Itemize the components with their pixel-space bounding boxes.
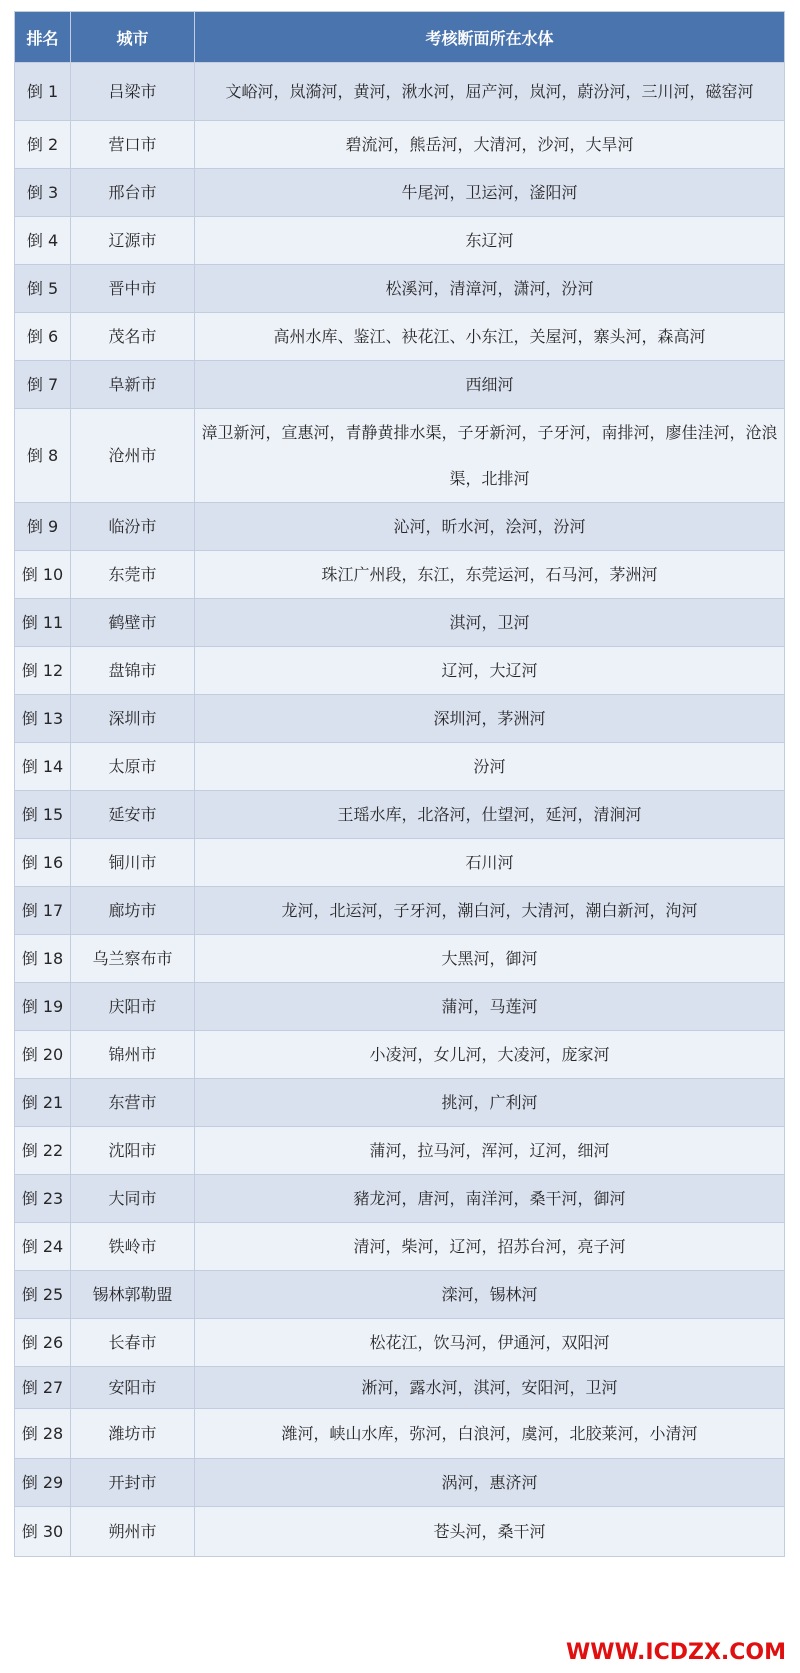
city-cell: 大同市	[71, 1175, 195, 1223]
city-cell: 沧州市	[71, 409, 195, 503]
city-cell: 邢台市	[71, 169, 195, 217]
city-cell: 太原市	[71, 743, 195, 791]
rank-cell: 倒 20	[15, 1031, 71, 1079]
city-cell: 朔州市	[71, 1507, 195, 1557]
city-cell: 辽源市	[71, 217, 195, 265]
table-row	[15, 839, 785, 887]
rank-cell: 倒 5	[15, 265, 71, 313]
table-row	[15, 121, 785, 169]
table-row	[15, 361, 785, 409]
rank-cell: 倒 7	[15, 361, 71, 409]
table-row	[15, 647, 785, 695]
header-city: 城市	[71, 12, 195, 63]
water-body-cell: 西细河	[195, 361, 785, 409]
city-cell: 营口市	[71, 121, 195, 169]
water-body-cell: 蒲河，拉马河，浑河，辽河，细河	[195, 1127, 785, 1175]
table-row	[15, 1031, 785, 1079]
city-cell: 东莞市	[71, 551, 195, 599]
rank-cell: 倒 21	[15, 1079, 71, 1127]
table-row	[15, 1459, 785, 1507]
table-row	[15, 695, 785, 743]
water-body-cell: 东辽河	[195, 217, 785, 265]
water-body-cell: 松溪河，清漳河，潇河，汾河	[195, 265, 785, 313]
table-row	[15, 503, 785, 551]
table-row	[15, 63, 785, 121]
rank-cell: 倒 3	[15, 169, 71, 217]
rank-cell: 倒 24	[15, 1223, 71, 1271]
water-body-cell: 王瑶水库，北洛河，仕望河，延河，清涧河	[195, 791, 785, 839]
water-body-cell: 小凌河，女儿河，大凌河，庞家河	[195, 1031, 785, 1079]
city-cell: 东营市	[71, 1079, 195, 1127]
table-header-row	[15, 12, 785, 63]
water-body-cell: 清河，柴河，辽河，招苏台河，亮子河	[195, 1223, 785, 1271]
table-row	[15, 1127, 785, 1175]
table-body	[15, 63, 785, 1557]
city-cell: 阜新市	[71, 361, 195, 409]
ranking-table	[14, 11, 785, 1557]
header-rank: 排名	[15, 12, 71, 63]
city-cell: 乌兰察布市	[71, 935, 195, 983]
rank-cell: 倒 16	[15, 839, 71, 887]
table-row	[15, 551, 785, 599]
table-row	[15, 935, 785, 983]
table-row	[15, 217, 785, 265]
table-row	[15, 1367, 785, 1409]
water-body-cell: 滦河，锡林河	[195, 1271, 785, 1319]
table-row	[15, 1175, 785, 1223]
rank-cell: 倒 10	[15, 551, 71, 599]
table-row	[15, 983, 785, 1031]
water-body-cell: 深圳河，茅洲河	[195, 695, 785, 743]
water-body-cell: 漳卫新河，宣惠河，青静黄排水渠，子牙新河，子牙河，南排河，廖佳洼河，沧浪渠，北排河	[195, 409, 785, 503]
table-row	[15, 743, 785, 791]
city-cell: 盘锦市	[71, 647, 195, 695]
water-body-cell: 淅河，露水河，淇河，安阳河，卫河	[195, 1367, 785, 1409]
table-row	[15, 169, 785, 217]
city-cell: 廊坊市	[71, 887, 195, 935]
table-row	[15, 791, 785, 839]
city-cell: 锦州市	[71, 1031, 195, 1079]
table-row	[15, 1409, 785, 1459]
water-body-cell: 松花江，饮马河，伊通河，双阳河	[195, 1319, 785, 1367]
city-cell: 锡林郭勒盟	[71, 1271, 195, 1319]
table-row	[15, 1319, 785, 1367]
rank-cell: 倒 2	[15, 121, 71, 169]
table-row	[15, 1079, 785, 1127]
city-cell: 延安市	[71, 791, 195, 839]
water-body-cell: 石川河	[195, 839, 785, 887]
table-row	[15, 1507, 785, 1557]
water-body-cell: 涡河，惠济河	[195, 1459, 785, 1507]
table-row	[15, 409, 785, 503]
rank-cell: 倒 15	[15, 791, 71, 839]
watermark: WWW.ICDZX.COM	[566, 1640, 786, 1665]
table-row	[15, 1271, 785, 1319]
water-body-cell: 汾河	[195, 743, 785, 791]
water-body-cell: 豬龙河，唐河，南洋河，桑干河，御河	[195, 1175, 785, 1223]
water-body-cell: 牛尾河，卫运河，滏阳河	[195, 169, 785, 217]
city-cell: 铜川市	[71, 839, 195, 887]
water-body-cell: 苍头河，桑干河	[195, 1507, 785, 1557]
city-cell: 安阳市	[71, 1367, 195, 1409]
city-cell: 长春市	[71, 1319, 195, 1367]
water-body-cell: 龙河，北运河，子牙河，潮白河，大清河，潮白新河，泃河	[195, 887, 785, 935]
rank-cell: 倒 28	[15, 1409, 71, 1459]
rank-cell: 倒 6	[15, 313, 71, 361]
rank-cell: 倒 30	[15, 1507, 71, 1557]
rank-cell: 倒 23	[15, 1175, 71, 1223]
table-row	[15, 599, 785, 647]
water-body-cell: 碧流河，熊岳河，大清河，沙河，大旱河	[195, 121, 785, 169]
city-cell: 沈阳市	[71, 1127, 195, 1175]
water-body-cell: 大黑河，御河	[195, 935, 785, 983]
rank-cell: 倒 13	[15, 695, 71, 743]
rank-cell: 倒 4	[15, 217, 71, 265]
city-cell: 开封市	[71, 1459, 195, 1507]
city-cell: 深圳市	[71, 695, 195, 743]
table-row	[15, 887, 785, 935]
rank-cell: 倒 17	[15, 887, 71, 935]
water-body-cell: 沁河，昕水河，浍河，汾河	[195, 503, 785, 551]
water-body-cell: 辽河，大辽河	[195, 647, 785, 695]
rank-cell: 倒 26	[15, 1319, 71, 1367]
rank-cell: 倒 8	[15, 409, 71, 503]
city-cell: 临汾市	[71, 503, 195, 551]
water-body-cell: 潍河，峡山水库，弥河，白浪河，虞河，北胶莱河，小清河	[195, 1409, 785, 1459]
rank-cell: 倒 18	[15, 935, 71, 983]
rank-cell: 倒 22	[15, 1127, 71, 1175]
city-cell: 庆阳市	[71, 983, 195, 1031]
water-body-cell: 蒲河，马莲河	[195, 983, 785, 1031]
city-cell: 晋中市	[71, 265, 195, 313]
rank-cell: 倒 25	[15, 1271, 71, 1319]
header-water-body: 考核断面所在水体	[195, 12, 785, 63]
rank-cell: 倒 27	[15, 1367, 71, 1409]
water-body-cell: 文峪河，岚漪河，黄河，湫水河，屈产河，岚河，蔚汾河，三川河，磁窑河	[195, 63, 785, 121]
rank-cell: 倒 12	[15, 647, 71, 695]
water-body-cell: 珠江广州段，东江，东莞运河，石马河，茅洲河	[195, 551, 785, 599]
city-cell: 吕梁市	[71, 63, 195, 121]
rank-cell: 倒 1	[15, 63, 71, 121]
water-body-cell: 淇河，卫河	[195, 599, 785, 647]
rank-cell: 倒 29	[15, 1459, 71, 1507]
city-cell: 茂名市	[71, 313, 195, 361]
table-row	[15, 265, 785, 313]
table-row	[15, 313, 785, 361]
rank-cell: 倒 9	[15, 503, 71, 551]
rank-cell: 倒 19	[15, 983, 71, 1031]
rank-cell: 倒 14	[15, 743, 71, 791]
city-cell: 鹤壁市	[71, 599, 195, 647]
city-cell: 潍坊市	[71, 1409, 195, 1459]
water-body-cell: 挑河，广利河	[195, 1079, 785, 1127]
water-body-cell: 高州水库、鉴江、袂花江、小东江，关屋河，寨头河，森高河	[195, 313, 785, 361]
table-row	[15, 1223, 785, 1271]
rank-cell: 倒 11	[15, 599, 71, 647]
city-cell: 铁岭市	[71, 1223, 195, 1271]
